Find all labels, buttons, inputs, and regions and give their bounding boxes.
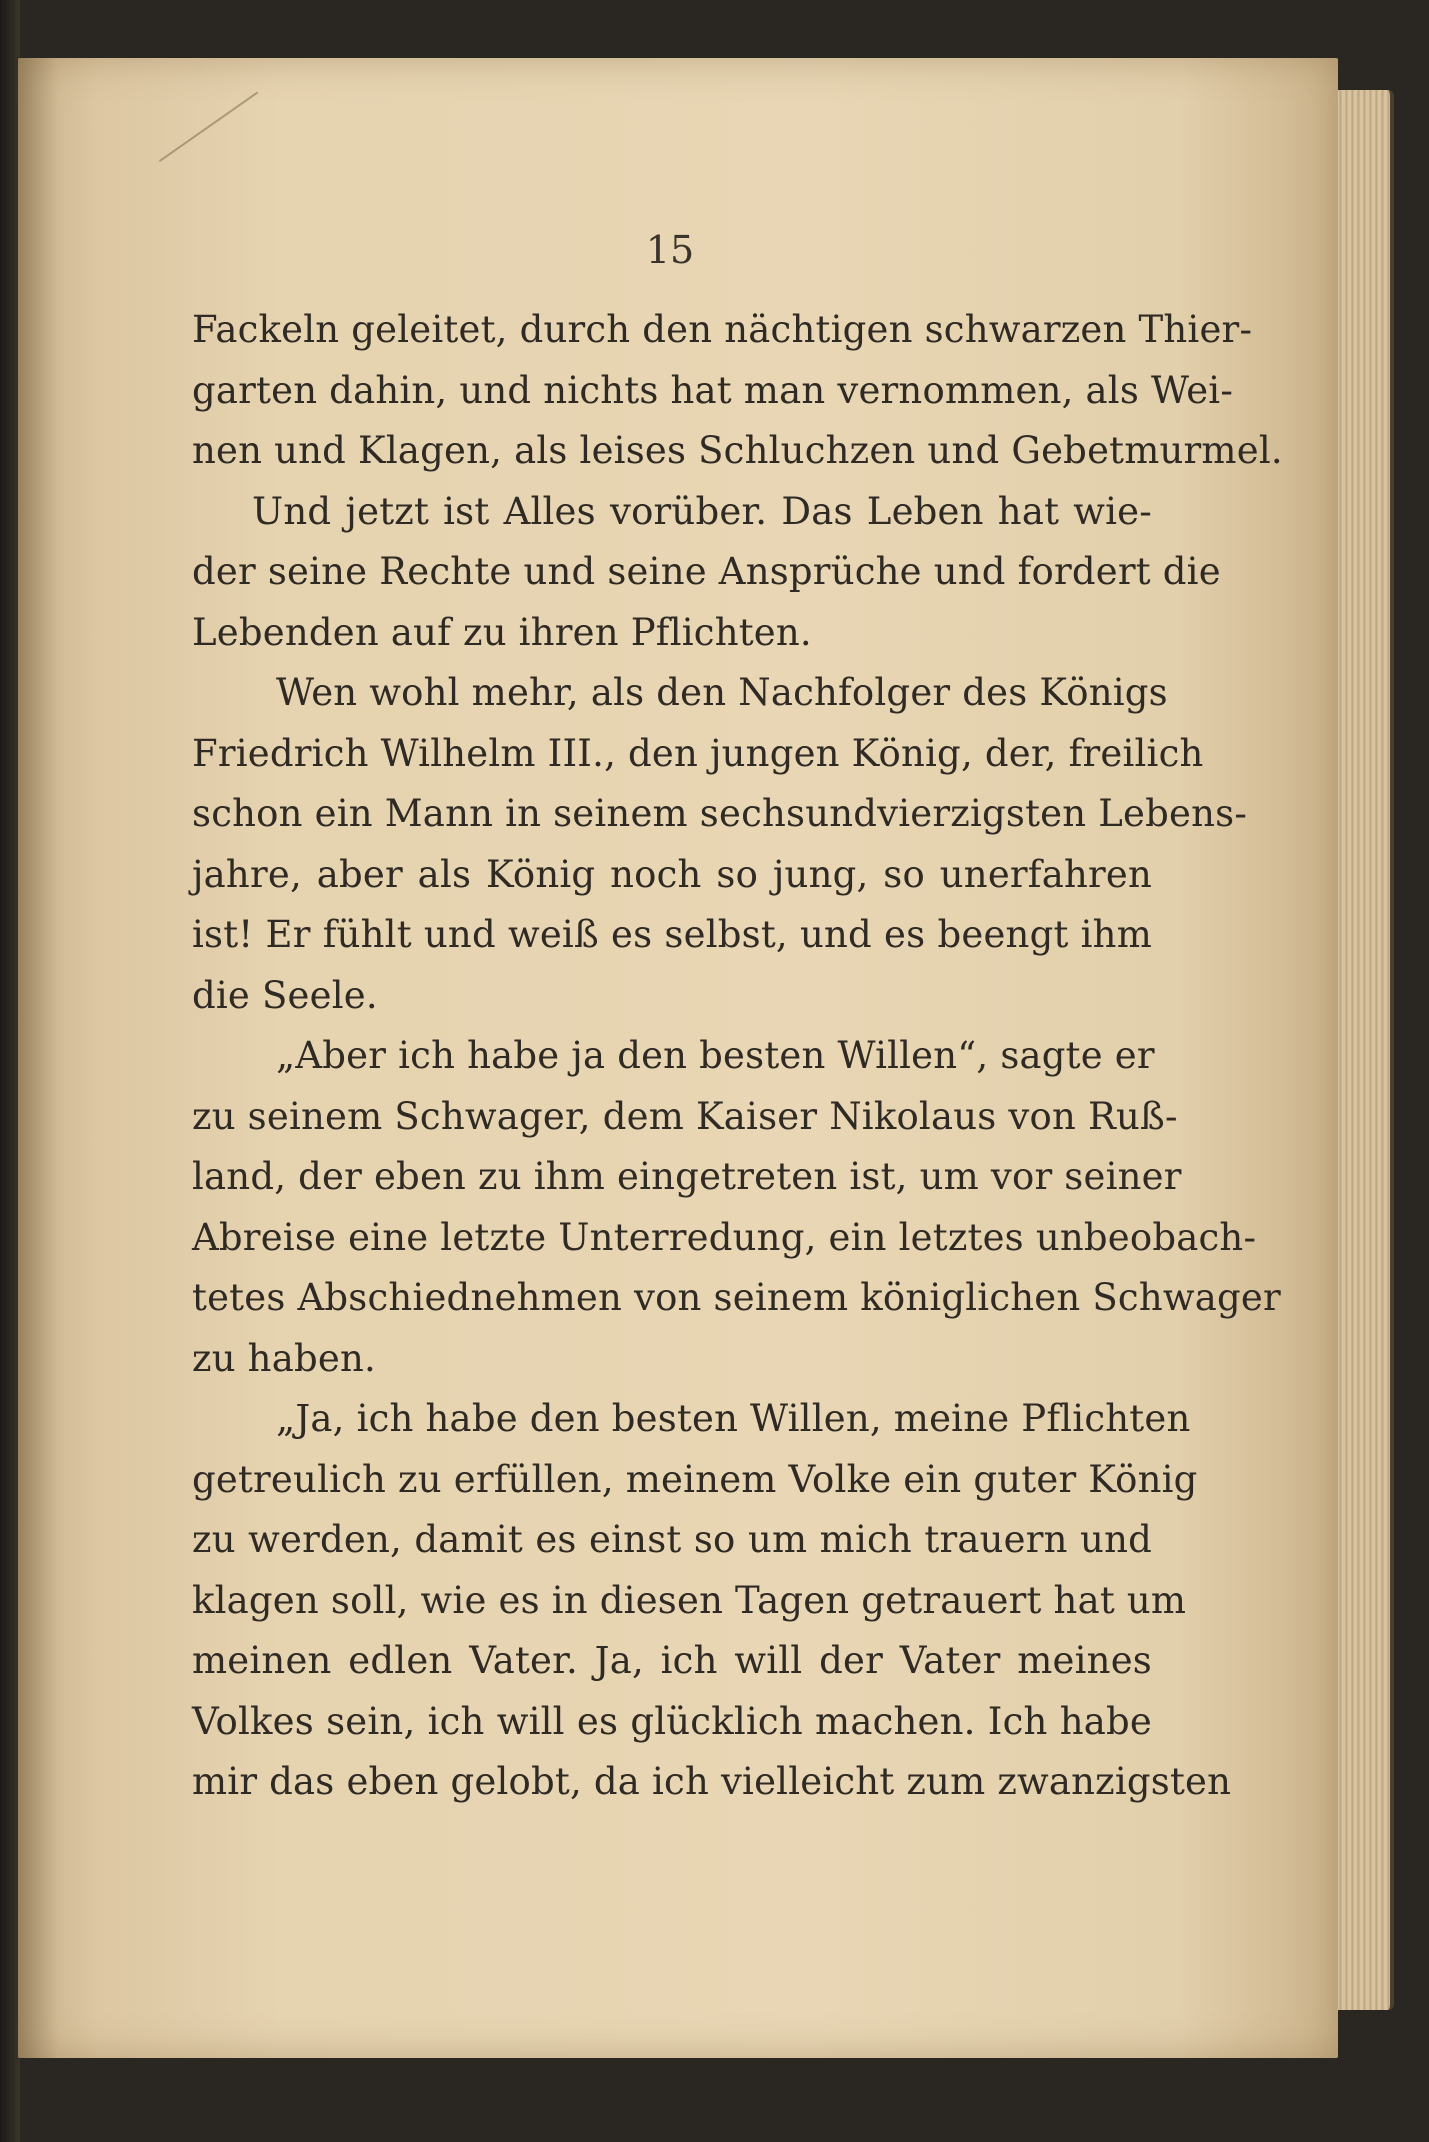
- text-line: schon ein Mann in seinem sechsundvierzigsten Lebens-: [192, 792, 1248, 835]
- text-line: klagen soll, wie es in diesen Tagen getrauert hat um: [192, 1578, 1187, 1622]
- text-line: Lebenden auf zu ihren Pflichten.: [192, 610, 812, 654]
- text-line: Wen wohl mehr, als den Nachfolger des Königs: [276, 671, 1168, 714]
- text-line: meinen edlen Vater. Ja, ich will der Vater meines: [192, 1639, 1152, 1682]
- text-line: jahre, aber als König noch so jung, so unerfahren: [192, 852, 1152, 896]
- text-line: land, der eben zu ihm eingetreten ist, um vor seiner: [192, 1155, 1182, 1198]
- body-text: [192, 300, 1283, 1813]
- text-line: getreulich zu erfüllen, meinem Volke ein guter König: [192, 1457, 1198, 1501]
- text-line: „Aber ich habe ja den besten Willen“, sagte er: [276, 1034, 1155, 1077]
- page-number: 15: [645, 228, 695, 272]
- text-line: ist! Er fühlt und weiß es selbst, und es beengt ihm: [192, 913, 1152, 956]
- text-line: „Ja, ich habe den besten Willen, meine Pflichten: [276, 1397, 1191, 1440]
- text-line: Friedrich Wilhelm III., den jungen König, der, freilich: [192, 731, 1204, 775]
- text-line: garten dahin, und nichts hat man vernommen, als Wei-: [192, 368, 1234, 412]
- text-line: Volkes sein, ich will es glücklich machen. Ich habe: [192, 1699, 1152, 1743]
- spine-shadow: [18, 58, 58, 2058]
- text-line: die Seele.: [192, 973, 378, 1017]
- text-line: Abreise eine letzte Unterredung, ein letztes unbeobach-: [192, 1215, 1257, 1259]
- background-left-edge: [0, 0, 20, 2142]
- page-edges: [1330, 90, 1394, 2010]
- text-line: zu haben.: [192, 1336, 376, 1380]
- text-line: Und jetzt ist Alles vorüber. Das Leben hat wie-: [252, 489, 1152, 533]
- text-line: mir das eben gelobt, da ich vielleicht zum zwanzigsten: [192, 1760, 1232, 1803]
- text-line: der seine Rechte und seine Ansprüche und fordert die: [192, 550, 1221, 593]
- text-line: nen und Klagen, als leises Schluchzen und Gebetmurmel.: [192, 429, 1283, 472]
- text-line: zu seinem Schwager, dem Kaiser Nikolaus von Ruß-: [192, 1094, 1178, 1138]
- text-line: tetes Abschiednehmen von seinem königlichen Schwager: [192, 1276, 1281, 1319]
- text-line: Fackeln geleitet, durch den nächtigen schwarzen Thier-: [192, 308, 1253, 351]
- text-line: zu werden, damit es einst so um mich trauern und: [192, 1518, 1152, 1561]
